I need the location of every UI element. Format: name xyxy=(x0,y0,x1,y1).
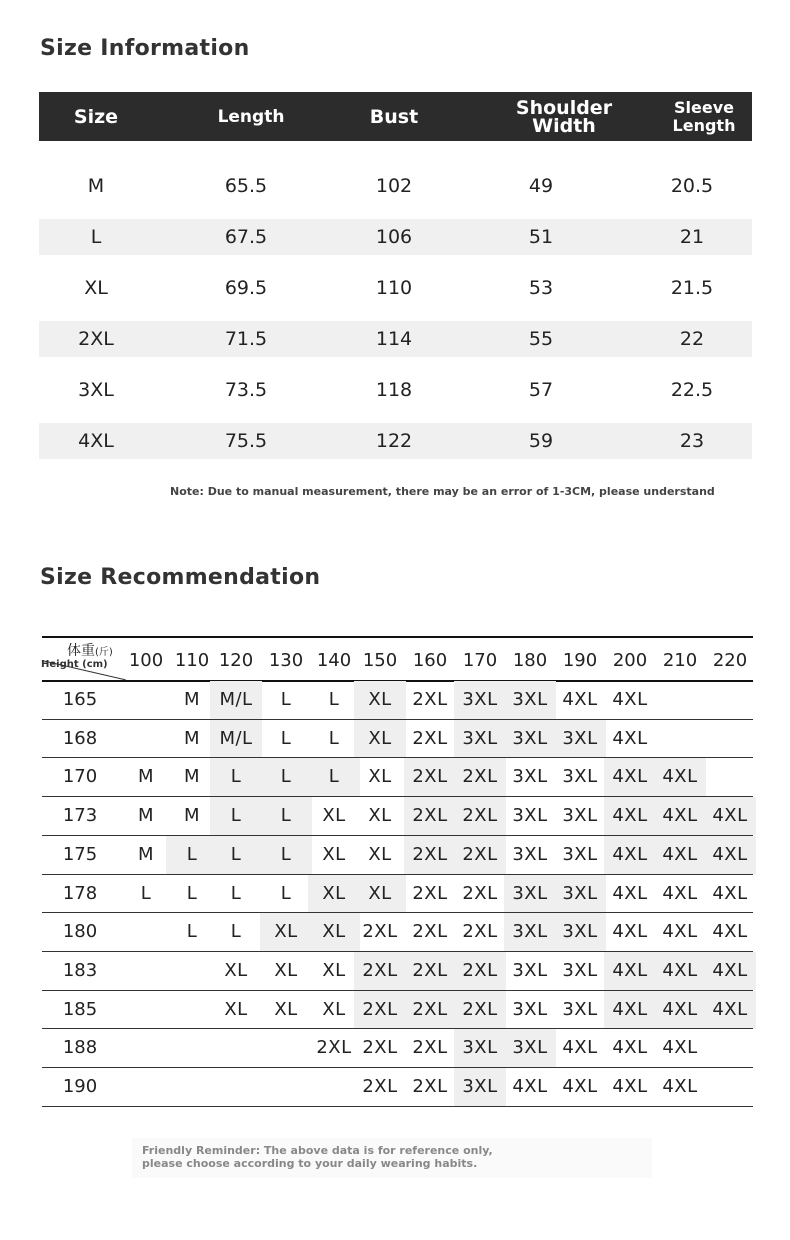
size-cell: 20.5 xyxy=(670,175,714,197)
size-recommendation-cell: 2XL xyxy=(354,991,406,1029)
size-cell: L xyxy=(90,226,102,248)
size-recommendation-cell: M xyxy=(137,843,155,865)
size-cell: 75.5 xyxy=(224,430,268,452)
size-recommendation-cell xyxy=(706,1068,754,1106)
size-recommendation-cell: 4XL xyxy=(712,882,748,904)
size-recommendation-cell: 4XL xyxy=(662,921,698,943)
size-cell: 4XL xyxy=(78,430,114,452)
size-recommendation-cell: XL xyxy=(274,959,298,981)
size-recommendation-cell: 2XL xyxy=(412,882,448,904)
size-recommendation-cell xyxy=(310,1068,358,1106)
size-recommendation-cell: 3XL xyxy=(512,766,548,788)
weight-header: 220 xyxy=(712,650,748,671)
size-recommendation-cell: 3XL xyxy=(554,720,606,758)
size-recommendation-cell xyxy=(168,1068,216,1106)
size-recommendation-cell: L xyxy=(280,882,292,904)
table-rule xyxy=(42,1106,753,1107)
height-label: 185 xyxy=(62,998,98,1020)
size-recommendation-cell: 4XL xyxy=(662,1037,698,1059)
size-recommendation-cell: 3XL xyxy=(554,875,606,913)
size-recommendation-cell: 4XL xyxy=(612,921,648,943)
size-recommendation-cell: 3XL xyxy=(504,875,556,913)
size-header-shoulder-width xyxy=(489,92,639,141)
size-recommendation-cell: XL xyxy=(260,913,312,951)
size-recommendation-cell xyxy=(706,720,754,758)
size-recommendation-cell: 4XL xyxy=(612,1076,648,1097)
size-recommendation-cell: 3XL xyxy=(562,998,598,1020)
size-recommendation-cell: 4XL xyxy=(704,836,756,874)
size-recommendation-cell: L xyxy=(210,836,262,874)
size-recommendation-cell: 4XL xyxy=(654,952,706,990)
size-recommendation-cell: 4XL xyxy=(612,727,648,749)
size-recommendation-cell: 2XL xyxy=(316,1037,352,1059)
size-recommendation-cell: 2XL xyxy=(404,758,456,796)
size-header-line: Size xyxy=(73,105,119,128)
size-cell: 21.5 xyxy=(670,277,714,299)
weight-header: 130 xyxy=(268,650,304,671)
size-recommendation-cell xyxy=(706,1029,754,1067)
size-recommendation-cell xyxy=(122,720,170,758)
size-recommendation-cell: L xyxy=(210,758,262,796)
size-cell: 3XL xyxy=(78,379,114,401)
size-table-row xyxy=(39,219,752,255)
size-cell: 122 xyxy=(375,430,413,452)
size-recommendation-cell: 4XL xyxy=(612,1037,648,1059)
size-recommendation-cell: 4XL xyxy=(562,1076,598,1097)
size-recommendation-cell: M/L xyxy=(210,720,262,758)
size-recommendation-cell: XL xyxy=(368,766,392,788)
size-recommendation-cell: 2XL xyxy=(362,1037,398,1059)
size-recommendation-cell: 3XL xyxy=(454,1068,506,1106)
size-recommendation-cell: M xyxy=(183,689,201,710)
size-cell: 71.5 xyxy=(224,328,268,350)
size-recommendation-cell: 4XL xyxy=(612,882,648,904)
size-recommendation-cell: 4XL xyxy=(562,689,598,710)
size-recommendation-cell: 3XL xyxy=(562,959,598,981)
size-header-sleeve-length xyxy=(649,92,759,141)
size-recommendation-cell: 3XL xyxy=(504,1029,556,1067)
size-recommendation-cell: XL xyxy=(224,998,248,1020)
height-label: 190 xyxy=(62,1076,98,1097)
reminder-line-2: please choose according to your daily wearing habits. xyxy=(142,1157,478,1170)
size-header-line: Length xyxy=(672,115,736,135)
size-cell: 69.5 xyxy=(224,277,268,299)
size-recommendation-cell: 2XL xyxy=(362,921,398,943)
size-cell: 22 xyxy=(679,328,705,350)
size-recommendation-cell xyxy=(212,1029,260,1067)
height-label: 173 xyxy=(62,805,98,827)
size-recommendation-cell: 4XL xyxy=(562,1037,598,1059)
size-cell: 21 xyxy=(679,226,705,248)
size-table-row xyxy=(39,270,752,306)
size-recommendation-cell: 2XL xyxy=(454,836,506,874)
size-recommendation-cell: XL xyxy=(322,805,346,827)
size-recommendation-cell: L xyxy=(260,758,312,796)
size-recommendation-cell: XL xyxy=(368,843,392,865)
size-header-length xyxy=(189,92,313,141)
height-label: 165 xyxy=(62,689,98,710)
size-recommendation-cell xyxy=(122,1068,170,1106)
size-header-line: Length xyxy=(217,106,285,127)
size-cell: 49 xyxy=(528,175,554,197)
size-recommendation-cell xyxy=(122,1029,170,1067)
size-recommendation-cell: XL xyxy=(274,998,298,1020)
corner-height-label: Height (cm) xyxy=(41,659,108,670)
size-recommendation-cell: XL xyxy=(354,720,406,758)
weight-header: 100 xyxy=(128,650,164,671)
size-recommendation-cell: 4XL xyxy=(712,921,748,943)
size-table-header xyxy=(39,92,752,141)
size-recommendation-cell: M xyxy=(183,766,201,788)
weight-header: 180 xyxy=(512,650,548,671)
size-recommendation-cell xyxy=(122,913,170,951)
size-recommendation-cell xyxy=(168,952,216,990)
size-recommendation-cell: 4XL xyxy=(654,836,706,874)
size-recommendation-cell: L xyxy=(230,882,242,904)
size-recommendation-cell: L xyxy=(140,882,152,904)
size-recommendation-cell: 3XL xyxy=(504,913,556,951)
size-recommendation-cell: 2XL xyxy=(454,797,506,835)
size-recommendation-cell: M xyxy=(137,766,155,788)
size-recommendation-cell: 3XL xyxy=(554,913,606,951)
size-cell: 106 xyxy=(375,226,413,248)
size-recommendation-cell: 2XL xyxy=(412,727,448,749)
size-recommendation-cell: 2XL xyxy=(462,921,498,943)
size-recommendation-cell: 2XL xyxy=(454,991,506,1029)
size-cell: 55 xyxy=(528,328,554,350)
size-recommendation-cell: 2XL xyxy=(362,1076,398,1097)
size-recommendation-cell: L xyxy=(280,689,292,710)
size-recommendation-cell xyxy=(262,1068,310,1106)
size-recommendation-cell: XL xyxy=(354,875,406,913)
size-recommendation-cell: 4XL xyxy=(704,797,756,835)
size-recommendation-cell: XL xyxy=(322,843,346,865)
size-recommendation-cell: 2XL xyxy=(412,689,448,710)
size-recommendation-cell: XL xyxy=(322,998,346,1020)
size-recommendation-cell: 4XL xyxy=(704,991,756,1029)
size-recommendation-cell: 3XL xyxy=(512,805,548,827)
size-recommendation-cell: 4XL xyxy=(654,758,706,796)
size-recommendation-cell: 3XL xyxy=(504,720,556,758)
height-label: 178 xyxy=(62,882,98,904)
size-recommendation-cell xyxy=(122,681,170,719)
size-recommendation-cell: L xyxy=(186,882,198,904)
height-label: 188 xyxy=(62,1037,98,1059)
size-cell: M xyxy=(87,175,105,197)
size-recommendation-cell: 3XL xyxy=(454,681,506,719)
size-cell: 118 xyxy=(375,379,413,401)
size-recommendation-cell xyxy=(122,952,170,990)
size-cell: 57 xyxy=(528,379,554,401)
size-cell: 2XL xyxy=(78,328,114,350)
size-table-row xyxy=(39,321,752,357)
size-recommendation-cell: 4XL xyxy=(512,1076,548,1097)
size-recommendation-cell: 2XL xyxy=(404,952,456,990)
size-recommendation-cell: 2XL xyxy=(412,1037,448,1059)
size-recommendation-cell: L xyxy=(186,921,198,943)
size-cell: XL xyxy=(84,277,108,299)
size-recommendation-cell: L xyxy=(308,758,360,796)
size-recommendation-cell: 3XL xyxy=(454,720,506,758)
size-recommendation-cell: 2XL xyxy=(404,991,456,1029)
size-header-line: Sleeve xyxy=(674,97,734,117)
size-recommendation-cell: 4XL xyxy=(654,797,706,835)
size-recommendation-cell: XL xyxy=(224,959,248,981)
weight-header: 110 xyxy=(174,650,210,671)
size-recommendation-cell: 4XL xyxy=(654,991,706,1029)
corner-weight-label: 体重(斤) xyxy=(67,643,113,659)
size-recommendation-cell: 4XL xyxy=(612,689,648,710)
size-recommendation-cell: 2XL xyxy=(454,952,506,990)
size-recommendation-title: Size Recommendation xyxy=(40,565,321,590)
size-recommendation-cell xyxy=(656,681,704,719)
size-cell: 22.5 xyxy=(670,379,714,401)
size-recommendation-cell: XL xyxy=(308,913,360,951)
size-header-line: Shoulder xyxy=(515,96,613,119)
size-recommendation-cell xyxy=(706,681,754,719)
reminder-line-1: Friendly Reminder: The above data is for reference only, xyxy=(142,1144,493,1157)
size-recommendation-cell: XL xyxy=(368,805,392,827)
size-recommendation-cell: L xyxy=(210,797,262,835)
size-recommendation-cell xyxy=(168,1029,216,1067)
weight-header: 120 xyxy=(218,650,254,671)
size-recommendation-cell: 4XL xyxy=(604,952,656,990)
size-recommendation-cell: XL xyxy=(322,959,346,981)
size-recommendation-cell: XL xyxy=(308,875,360,913)
size-header-line: Bust xyxy=(369,105,419,128)
size-recommendation-cell xyxy=(212,1068,260,1106)
height-label: 175 xyxy=(62,843,98,865)
size-recommendation-cell: M/L xyxy=(210,681,262,719)
size-recommendation-cell: 4XL xyxy=(604,836,656,874)
size-recommendation-cell: 3XL xyxy=(512,843,548,865)
size-cell: 65.5 xyxy=(224,175,268,197)
weight-header: 210 xyxy=(662,650,698,671)
size-recommendation-cell xyxy=(656,720,704,758)
size-recommendation-cell: 2XL xyxy=(454,758,506,796)
size-cell: 23 xyxy=(679,430,705,452)
size-recommendation-cell: L xyxy=(328,727,340,749)
weight-header: 150 xyxy=(362,650,398,671)
size-table-row xyxy=(39,372,752,408)
size-table-row xyxy=(39,168,752,204)
size-recommendation-cell: 2XL xyxy=(412,921,448,943)
friendly-reminder xyxy=(132,1138,652,1178)
size-recommendation-cell: L xyxy=(260,797,312,835)
size-recommendation-cell: XL xyxy=(354,681,406,719)
height-label: 170 xyxy=(62,766,98,788)
size-recommendation-cell: L xyxy=(280,727,292,749)
size-cell: 51 xyxy=(528,226,554,248)
size-recommendation-cell: M xyxy=(137,805,155,827)
size-cell: 67.5 xyxy=(224,226,268,248)
size-recommendation-cell: 3XL xyxy=(512,998,548,1020)
size-recommendation-cell: 4XL xyxy=(662,882,698,904)
height-label: 168 xyxy=(62,727,98,749)
size-cell: 53 xyxy=(528,277,554,299)
weight-header: 190 xyxy=(562,650,598,671)
size-header-line: Width xyxy=(532,114,596,137)
table-rule xyxy=(42,636,753,638)
size-cell: 59 xyxy=(528,430,554,452)
size-recommendation-cell: 4XL xyxy=(704,952,756,990)
size-recommendation-cell: M xyxy=(183,805,201,827)
size-recommendation-cell: 3XL xyxy=(454,1029,506,1067)
size-recommendation-cell: M xyxy=(183,727,201,749)
weight-header: 160 xyxy=(412,650,448,671)
size-cell: 102 xyxy=(375,175,413,197)
size-cell: 73.5 xyxy=(224,379,268,401)
size-recommendation-cell: 4XL xyxy=(604,797,656,835)
height-label: 183 xyxy=(62,959,98,981)
size-recommendation-cell: 2XL xyxy=(404,836,456,874)
size-recommendation-cell xyxy=(706,758,754,796)
size-recommendation-cell: 3XL xyxy=(562,843,598,865)
weight-header: 140 xyxy=(316,650,352,671)
size-header-bust xyxy=(334,92,454,141)
weight-header: 170 xyxy=(462,650,498,671)
size-recommendation-cell: 2XL xyxy=(354,952,406,990)
size-cell: 110 xyxy=(375,277,413,299)
size-recommendation-cell: L xyxy=(230,921,242,943)
size-recommendation-cell xyxy=(262,1029,310,1067)
size-recommendation-cell: 2XL xyxy=(412,1076,448,1097)
size-recommendation-cell: 3XL xyxy=(562,805,598,827)
size-recommendation-cell xyxy=(168,991,216,1029)
size-recommendation-cell: L xyxy=(328,689,340,710)
size-cell: 114 xyxy=(375,328,413,350)
height-label: 180 xyxy=(62,921,98,943)
size-header-size xyxy=(39,92,153,141)
size-recommendation-cell: 2XL xyxy=(404,797,456,835)
size-recommendation-cell: 2XL xyxy=(462,882,498,904)
measurement-note: Note: Due to manual measurement, there may be an error of 1-3CM, please understand xyxy=(170,485,715,498)
size-recommendation-cell: 3XL xyxy=(504,681,556,719)
weight-header: 200 xyxy=(612,650,648,671)
size-recommendation-cell: L xyxy=(260,836,312,874)
size-recommendation-cell: 3XL xyxy=(562,766,598,788)
size-information-title: Size Information xyxy=(40,36,250,61)
size-recommendation-cell: 4XL xyxy=(604,991,656,1029)
size-recommendation-cell: L xyxy=(166,836,218,874)
size-table-row xyxy=(39,423,752,459)
size-recommendation-cell: 4XL xyxy=(604,758,656,796)
size-recommendation-cell: 4XL xyxy=(662,1076,698,1097)
size-recommendation-cell xyxy=(122,991,170,1029)
size-recommendation-cell: 3XL xyxy=(512,959,548,981)
